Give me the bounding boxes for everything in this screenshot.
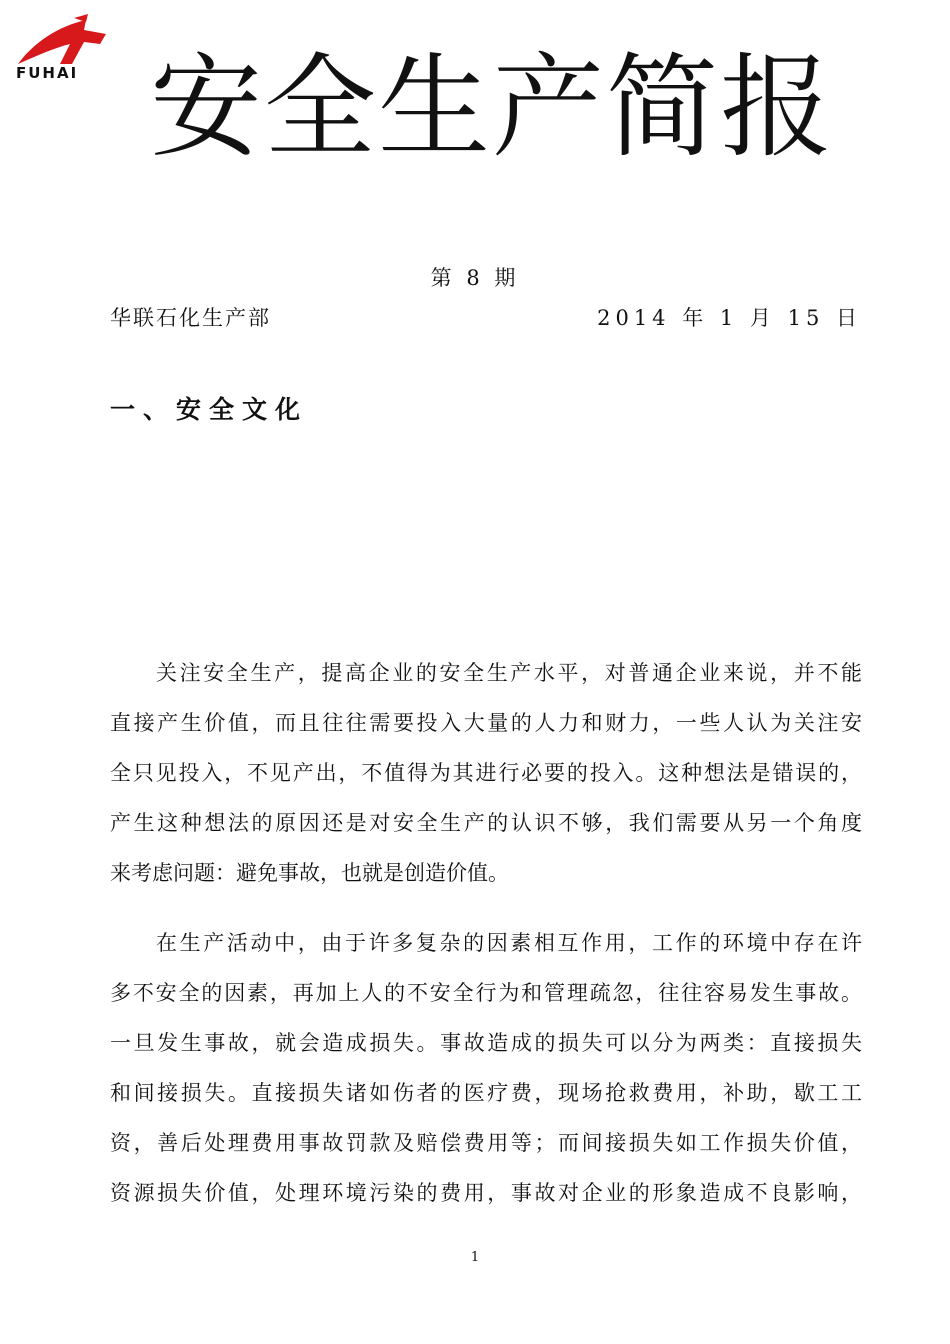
paragraph-line: 和间接损失。直接损失诸如伤者的医疗费，现场抢救费用，补助，歇工工 <box>110 1081 862 1105</box>
company-logo <box>14 12 114 82</box>
meta-row <box>110 302 862 332</box>
paragraph-line: 一旦发生事故，就会造成损失。事故造成的损失可以分为两类：直接损失 <box>110 1031 862 1055</box>
running-figure-icon <box>14 12 114 67</box>
paragraph-line: 资，善后处理费用事故罚款及赔偿费用等；而间接损失如工作损失价值， <box>110 1131 862 1155</box>
paragraph-line: 关注安全生产，提高企业的安全生产水平，对普通企业来说，并不能 <box>156 661 862 685</box>
paragraph-line: 全只见投入，不见产出，不值得为其进行必要的投入。这种想法是错误的， <box>110 761 862 785</box>
page-number: 1 <box>470 1250 480 1265</box>
publish-date: 2014 年 1 月 15 日 <box>597 306 862 330</box>
paragraph-line: 来考虑问题：避免事故，也就是创造价值。 <box>110 861 509 885</box>
paragraph-line: 在生产活动中，由于许多复杂的因素相互作用，工作的环境中存在许 <box>156 931 862 955</box>
department-name: 华联石化生产部 <box>110 306 271 330</box>
paragraph-2 <box>110 918 862 1218</box>
paragraph-line: 直接产生价值，而且往往需要投入大量的人力和财力，一些人认为关注安 <box>110 711 862 735</box>
section-heading: 一、安全文化 <box>110 395 309 424</box>
issue-number: 第 8 期 <box>430 266 520 290</box>
paragraph-1 <box>110 648 862 898</box>
paragraph-line: 产生这种想法的原因还是对安全生产的认识不够，我们需要从另一个角度 <box>110 811 862 835</box>
paragraph-line: 多不安全的因素，再加上人的不安全行为和管理疏忽，往往容易发生事故。 <box>110 981 862 1005</box>
paragraph-line: 资源损失价值，处理环境污染的费用，事故对企业的形象造成不良影响， <box>110 1181 862 1205</box>
page-title: 安全生产简报 <box>150 43 834 173</box>
logo-wordmark: FUHAI <box>16 64 79 82</box>
